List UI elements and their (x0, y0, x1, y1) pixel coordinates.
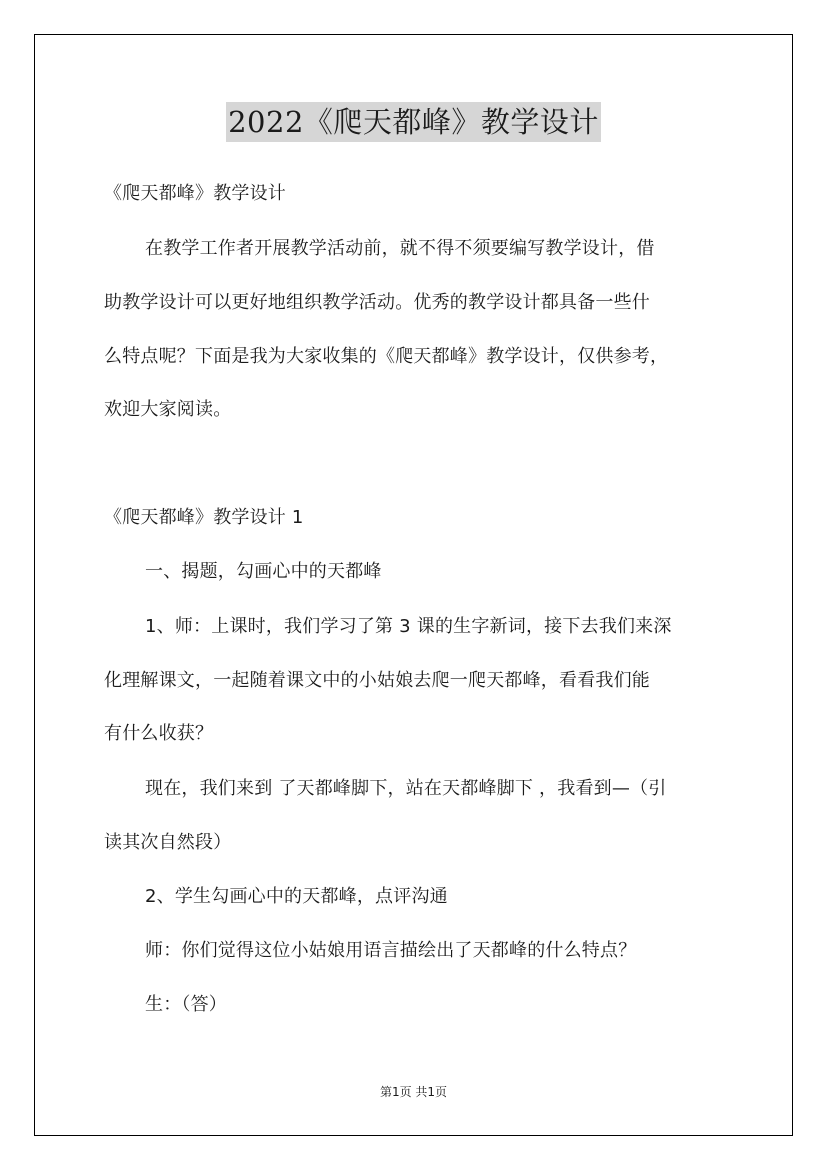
student-answer: 生：（答） (145, 994, 227, 1015)
step1-line: 化理解课文，一起随着课文中的小姑娘去爬一爬天都峰，看看我们能 (104, 670, 650, 691)
document-subtitle: 《爬天都峰》教学设计 (104, 183, 286, 204)
step2-line: 2、学生勾画心中的天都峰，点评沟通 (145, 886, 448, 907)
title-container (0, 102, 827, 142)
intro-line: 在教学工作者开展教学活动前，就不得不须要编写教学设计，借 (145, 238, 655, 259)
now-line: 现在，我们来到 了天都峰脚下，站在天都峰脚下 ，我看到—（引 (145, 778, 667, 799)
teacher-question: 师：你们觉得这位小姑娘用语言描绘出了天都峰的什么特点？ (145, 940, 637, 961)
step1-line: 1、师：上课时，我们学习了第 3 课的生字新词，接下去我们来深 (145, 616, 672, 637)
now-line: 读其次自然段） (104, 832, 232, 853)
intro-line: 助教学设计可以更好地组织教学活动。优秀的教学设计都具备一些什 (104, 292, 650, 313)
section-heading: 《爬天都峰》教学设计 1 (104, 507, 304, 528)
part-heading: 一、揭题，勾画心中的天都峰 (145, 561, 382, 582)
intro-line: 欢迎大家阅读。 (104, 399, 232, 420)
page-footer (0, 1084, 827, 1100)
page-number: 第1页 共1页 (379, 1085, 448, 1099)
document-title: 2022《爬天都峰》教学设计 (226, 102, 601, 142)
step1-line: 有什么收获？ (104, 723, 214, 744)
intro-line: 么特点呢？下面是我为大家收集的《爬天都峰》教学设计，仅供参考， (104, 346, 669, 367)
